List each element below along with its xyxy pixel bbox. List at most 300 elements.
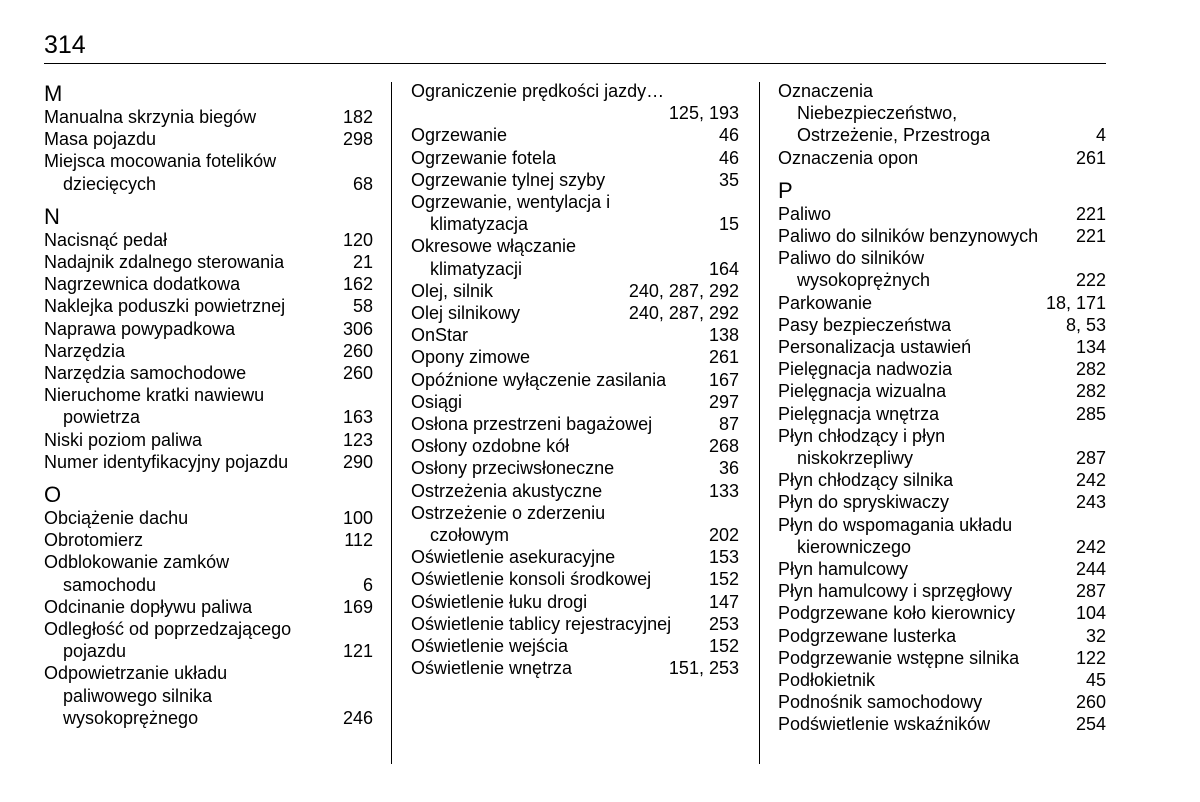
entry-term: Pielęgnacja nadwozia: [778, 359, 953, 380]
entry-line: [778, 514, 1106, 536]
index-entry: [44, 551, 373, 595]
entry-term: Miejsca mocowania fotelików: [44, 151, 277, 172]
entry-term: Paliwo do silników benzynowych: [778, 226, 1039, 247]
entry-line: [778, 147, 1106, 169]
entry-line: [411, 369, 739, 391]
entry-term: Narzędzia samochodowe: [44, 363, 247, 384]
index-entry: [411, 457, 739, 479]
page-reference: 163: [342, 407, 373, 428]
entry-term: Numer identyfikacyjny pojazdu: [44, 451, 289, 472]
entry-term: Paliwo do silników: [778, 248, 925, 269]
entry-term: wysokoprężnych: [797, 270, 931, 291]
page-reference: 221: [1075, 203, 1106, 224]
column-divider: [759, 82, 760, 764]
entry-line: [44, 106, 373, 128]
entry-line: [411, 324, 739, 346]
entry-line: [44, 318, 373, 340]
entry-term: Ostrzeżenie o zderzeniu: [411, 502, 606, 523]
page-reference: 298: [342, 129, 373, 150]
index-entry: [411, 591, 739, 613]
entry-term: dziecięcych: [63, 173, 157, 194]
entry-line: [44, 273, 373, 295]
page-reference: 261: [708, 347, 739, 368]
entry-line: [44, 251, 373, 273]
index-entry: [411, 80, 739, 124]
entry-line: [44, 640, 373, 662]
entry-term: Oświetlenie konsoli środkowej: [411, 569, 652, 590]
entry-term: Oświetlenie asekuracyjne: [411, 547, 616, 568]
page-reference: 104: [1075, 603, 1106, 624]
page-reference: 244: [1075, 559, 1106, 580]
page-reference: 21: [352, 252, 373, 273]
index-entry: [778, 403, 1106, 425]
entry-line: [778, 358, 1106, 380]
index-entry: [411, 391, 739, 413]
page-reference: 164: [708, 258, 739, 279]
section-letter: M: [44, 81, 63, 106]
entry-line: [44, 128, 373, 150]
index-entry: [411, 568, 739, 590]
index-entry: [411, 235, 739, 279]
index-entry: [44, 662, 373, 729]
index-entry: [778, 602, 1106, 624]
entry-line: [44, 429, 373, 451]
page-reference: 153: [708, 547, 739, 568]
index-column-2: [411, 80, 739, 679]
page-reference: 134: [1075, 337, 1106, 358]
entry-term: wysokoprężnego: [63, 707, 199, 728]
index-entry: [44, 384, 373, 428]
entry-term: Oświetlenie łuku drogi: [411, 591, 588, 612]
entry-term: Płyn hamulcowy i sprzęgłowy: [778, 581, 1013, 602]
entry-line: [411, 546, 739, 568]
entry-term: Ogrzewanie fotela: [411, 147, 557, 168]
index-entry: [778, 358, 1106, 380]
page-reference: 254: [1075, 714, 1106, 735]
page-reference: 242: [1075, 536, 1106, 557]
entry-term: Okresowe włączanie: [411, 236, 577, 257]
index-entry: [411, 435, 739, 457]
page-reference: 297: [708, 391, 739, 412]
entry-term: Oznaczenia opon: [778, 147, 919, 168]
page-reference: 306: [342, 318, 373, 339]
page-reference: 46: [718, 125, 739, 146]
index-entry: [44, 429, 373, 451]
page-reference: 222: [1075, 270, 1106, 291]
page-reference: 282: [1075, 359, 1106, 380]
index-entry: [778, 514, 1106, 558]
index-entry: [778, 147, 1106, 169]
entry-line: [411, 169, 739, 191]
index-section: [778, 179, 1106, 736]
entry-term: Nagrzewnica dodatkowa: [44, 274, 241, 295]
entry-term: Odblokowanie zamków: [44, 552, 230, 573]
page-reference: 260: [342, 363, 373, 384]
entry-term: Opóźnione wyłączenie zasilania: [411, 369, 667, 390]
entry-line: [778, 203, 1106, 225]
entry-term: Nacisnąć pedał: [44, 229, 168, 250]
page-reference: 121: [342, 641, 373, 662]
entry-term: Odcinanie dopływu paliwa: [44, 596, 253, 617]
entry-line: [411, 457, 739, 479]
entry-term: Odległość od poprzedzającego: [44, 619, 292, 640]
entry-line: [778, 425, 1106, 447]
entry-term: Ostrzeżenie, Przestroga: [797, 125, 991, 146]
entry-term: Pielęgnacja wnętrza: [778, 403, 940, 424]
entry-line: [411, 235, 739, 257]
page-reference: 261: [1075, 147, 1106, 168]
entry-term: Narzędzia: [44, 340, 126, 361]
entry-line: [778, 536, 1106, 558]
entry-term: Podgrzewane koło kierownicy: [778, 603, 1016, 624]
entry-term: czołowym: [430, 525, 510, 546]
page-reference: 287: [1075, 448, 1106, 469]
index-entry: [411, 613, 739, 635]
index-entry: [44, 451, 373, 473]
entry-line: [778, 602, 1106, 624]
entry-line: [44, 507, 373, 529]
section-letter: N: [44, 203, 60, 229]
entry-term: kierowniczego: [797, 536, 912, 557]
entry-term: Naprawa powypadkowa: [44, 318, 236, 339]
entry-line: [44, 551, 373, 573]
index-entry: [778, 669, 1106, 691]
entry-term: Podłokietnik: [778, 670, 876, 691]
index-entry: [411, 635, 739, 657]
page-number: 314: [44, 31, 86, 59]
page-reference: 221: [1075, 226, 1106, 247]
entry-term: niskokrzepliwy: [797, 448, 914, 469]
page-reference: 182: [342, 107, 373, 127]
entry-line: [778, 336, 1106, 358]
index-entry: [411, 546, 739, 568]
page-reference: 35: [718, 169, 739, 190]
index-entry: [411, 480, 739, 502]
entry-line: [44, 451, 373, 473]
entry-line: [778, 558, 1106, 580]
entry-line: [778, 669, 1106, 691]
index-section: [44, 82, 373, 195]
entry-term: Obciążenie dachu: [44, 508, 189, 529]
index-entry: [411, 169, 739, 191]
entry-term: powietrza: [63, 407, 141, 428]
entry-line: [44, 173, 373, 195]
index-entry: [44, 596, 373, 618]
entry-line: [44, 362, 373, 384]
entry-term: Płyn hamulcowy: [778, 559, 909, 580]
index-entry: [44, 128, 373, 150]
header-rule: [44, 63, 1106, 64]
entry-line: [778, 580, 1106, 602]
index-entry: [411, 324, 739, 346]
entry-line: [411, 591, 739, 613]
entry-term: Osłony przeciwsłoneczne: [411, 458, 615, 479]
entry-line: [44, 685, 373, 707]
index-entry: [411, 657, 739, 679]
entry-line: [778, 469, 1106, 491]
entry-line: [411, 613, 739, 635]
index-entry: [411, 124, 739, 146]
index-entry: [778, 580, 1106, 602]
page-reference: 45: [1085, 670, 1106, 691]
index-entry: [411, 280, 739, 302]
entry-term: Niski poziom paliwa: [44, 429, 203, 450]
page-reference: 162: [342, 274, 373, 295]
entry-line: [411, 191, 739, 213]
page-reference: 167: [708, 369, 739, 390]
entry-term: Oznaczenia: [778, 81, 874, 101]
page-reference: 151, 253: [668, 658, 739, 679]
entry-term: Odpowietrzanie układu: [44, 663, 228, 684]
index-entry: [411, 413, 739, 435]
page-reference: 282: [1075, 381, 1106, 402]
index-entry: [411, 369, 739, 391]
entry-line: [778, 625, 1106, 647]
entry-line: [44, 229, 373, 251]
page-reference: 125, 193: [668, 103, 739, 124]
page-reference: 15: [718, 214, 739, 235]
entry-term: Paliwo: [778, 203, 832, 224]
index-entry: [778, 558, 1106, 580]
entry-line: [44, 384, 373, 406]
entry-term: Osiągi: [411, 391, 463, 412]
index-entry: [411, 502, 739, 546]
index-section: [411, 80, 739, 679]
page-reference: 268: [708, 436, 739, 457]
entry-term: Obrotomierz: [44, 530, 144, 551]
page-reference: 138: [708, 325, 739, 346]
page-reference: 58: [352, 296, 373, 317]
entry-term: Parkowanie: [778, 292, 873, 313]
page-reference: 260: [1075, 692, 1106, 713]
entry-term: Podnośnik samochodowy: [778, 692, 983, 713]
index-entry: [778, 425, 1106, 469]
entry-line: [44, 707, 373, 729]
page-reference: 6: [362, 574, 373, 595]
index-section: [44, 205, 373, 473]
index-entry: [778, 203, 1106, 225]
page-reference: 152: [708, 569, 739, 590]
section-letter: O: [44, 482, 62, 508]
page-reference: 100: [342, 508, 373, 529]
index-entry: [44, 340, 373, 362]
index-entry: [778, 380, 1106, 402]
entry-term: klimatyzacji: [430, 258, 523, 279]
page-reference: 287: [1075, 581, 1106, 602]
entry-term: Płyn do spryskiwaczy: [778, 492, 950, 513]
page-reference: 36: [718, 458, 739, 479]
entry-term: Płyn chłodzący silnika: [778, 470, 954, 491]
page-reference: 202: [708, 525, 739, 546]
entry-line: [411, 124, 739, 146]
entry-line: [44, 295, 373, 317]
index-entry: [44, 362, 373, 384]
index-entry: [778, 691, 1106, 713]
entry-line: [411, 213, 739, 235]
entry-term: Podgrzewane lusterka: [778, 625, 957, 646]
page-reference: 240, 287, 292: [628, 280, 739, 301]
page-reference: 18, 171: [1045, 292, 1106, 313]
index-column-1: [44, 80, 373, 729]
entry-term: Osłony ozdobne kół: [411, 436, 570, 457]
entry-line: [778, 647, 1106, 669]
page-reference: 147: [708, 591, 739, 612]
page-reference: 285: [1075, 403, 1106, 424]
entry-line: [778, 403, 1106, 425]
entry-term: Płyn chłodzący i płyn: [778, 425, 946, 446]
entry-line: [44, 150, 373, 172]
entry-line: [44, 340, 373, 362]
page-reference: 240, 287, 292: [628, 303, 739, 324]
index-entry: [778, 647, 1106, 669]
index-entry: [44, 106, 373, 128]
page-reference: 133: [708, 480, 739, 501]
page-reference: 123: [342, 429, 373, 450]
entry-line: [778, 247, 1106, 269]
entry-line: [778, 447, 1106, 469]
entry-line: [411, 102, 739, 124]
index-entry: [44, 295, 373, 317]
entry-term: OnStar: [411, 325, 469, 346]
entry-line: [778, 491, 1106, 513]
entry-term: Niebezpieczeństwo,: [797, 103, 958, 124]
entry-term: Olej silnikowy: [411, 303, 521, 324]
entry-term: Manualna skrzynia biegów: [44, 107, 257, 127]
index-entry: [411, 147, 739, 169]
index-entry: [778, 336, 1106, 358]
entry-line: [778, 269, 1106, 291]
entry-term: Ogrzewanie: [411, 125, 508, 146]
entry-line: [411, 568, 739, 590]
entry-term: Nieruchome kratki nawiewu: [44, 385, 265, 406]
page-reference: 87: [718, 414, 739, 435]
entry-term: Naklejka poduszki powietrznej: [44, 296, 286, 317]
entry-line: [44, 406, 373, 428]
entry-line: [411, 435, 739, 457]
entry-term: paliwowego silnika: [63, 685, 213, 706]
entry-line: [778, 292, 1106, 314]
entry-term: Pielęgnacja wizualna: [778, 381, 947, 402]
entry-line: [411, 524, 739, 546]
page-reference: 242: [1075, 470, 1106, 491]
entry-term: Oświetlenie wnętrza: [411, 658, 573, 679]
page-reference: 112: [344, 530, 373, 551]
page-reference: 253: [708, 613, 739, 634]
entry-term: samochodu: [63, 574, 157, 595]
page-reference: 290: [342, 451, 373, 472]
entry-term: klimatyzacja: [430, 214, 529, 235]
index-entry: [44, 273, 373, 295]
entry-line: [411, 657, 739, 679]
entry-term: Opony zimowe: [411, 347, 531, 368]
index-entry: [778, 247, 1106, 291]
entry-term: Oświetlenie tablicy rejestracyjnej: [411, 613, 672, 634]
entry-term: Ostrzeżenia akustyczne: [411, 480, 603, 501]
entry-term: Ogrzewanie, wentylacja i: [411, 192, 611, 213]
entry-line: [44, 662, 373, 684]
index-entry: [778, 80, 1106, 147]
entry-line: [778, 314, 1106, 336]
entry-term: Podświetlenie wskaźników: [778, 714, 991, 735]
entry-line: [44, 596, 373, 618]
index-entry: [44, 251, 373, 273]
entry-term: pojazdu: [63, 641, 127, 662]
page-reference: 260: [342, 340, 373, 361]
page-reference: 246: [342, 707, 373, 728]
entry-term: Podgrzewanie wstępne silnika: [778, 647, 1020, 668]
entry-term: Personalizacja ustawień: [778, 337, 972, 358]
entry-line: [44, 574, 373, 596]
entry-line: [778, 102, 1106, 124]
entry-line: [411, 147, 739, 169]
index-entry: [778, 469, 1106, 491]
index-entry: [778, 314, 1106, 336]
entry-line: [44, 618, 373, 640]
entry-line: [411, 480, 739, 502]
index-column-3: [778, 80, 1106, 736]
entry-term: Ograniczenie prędkości jazdy…: [411, 81, 665, 101]
entry-line: [778, 124, 1106, 146]
section-letter: P: [778, 177, 793, 203]
entry-term: Osłona przestrzeni bagażowej: [411, 414, 653, 435]
page-reference: 243: [1075, 492, 1106, 513]
index-section: [44, 483, 373, 729]
page-reference: 68: [352, 173, 373, 194]
index-entry: [44, 318, 373, 340]
index-entry: [778, 625, 1106, 647]
entry-term: Olej, silnik: [411, 280, 494, 301]
index-entry: [44, 507, 373, 529]
entry-line: [778, 380, 1106, 402]
index-entry: [778, 292, 1106, 314]
index-entry: [44, 618, 373, 662]
index-entry: [411, 302, 739, 324]
index-entry: [44, 529, 373, 551]
column-divider: [391, 82, 392, 764]
entry-line: [411, 302, 739, 324]
entry-line: [411, 346, 739, 368]
entry-term: Masa pojazdu: [44, 129, 157, 150]
page-reference: 120: [342, 229, 373, 250]
page-reference: 8, 53: [1065, 314, 1106, 335]
index-entry: [44, 150, 373, 194]
entry-term: Ogrzewanie tylnej szyby: [411, 169, 606, 190]
entry-line: [411, 80, 739, 102]
index-entry: [411, 346, 739, 368]
page-reference: 4: [1095, 125, 1106, 146]
page-reference: 122: [1075, 647, 1106, 668]
entry-line: [411, 635, 739, 657]
index-entry: [44, 229, 373, 251]
entry-line: [411, 502, 739, 524]
entry-term: Pasy bezpieczeństwa: [778, 314, 952, 335]
index-entry: [778, 225, 1106, 247]
entry-line: [778, 713, 1106, 735]
index-entry: [411, 191, 739, 235]
entry-line: [411, 413, 739, 435]
page-reference: 152: [708, 636, 739, 657]
index-entry: [778, 713, 1106, 735]
entry-term: Oświetlenie wejścia: [411, 636, 569, 657]
entry-line: [44, 529, 373, 551]
index-section: [778, 80, 1106, 169]
entry-line: [778, 225, 1106, 247]
entry-term: Nadajnik zdalnego sterowania: [44, 252, 285, 273]
entry-line: [411, 280, 739, 302]
page-reference: 169: [342, 596, 373, 617]
entry-line: [411, 391, 739, 413]
page-reference: 32: [1085, 625, 1106, 646]
